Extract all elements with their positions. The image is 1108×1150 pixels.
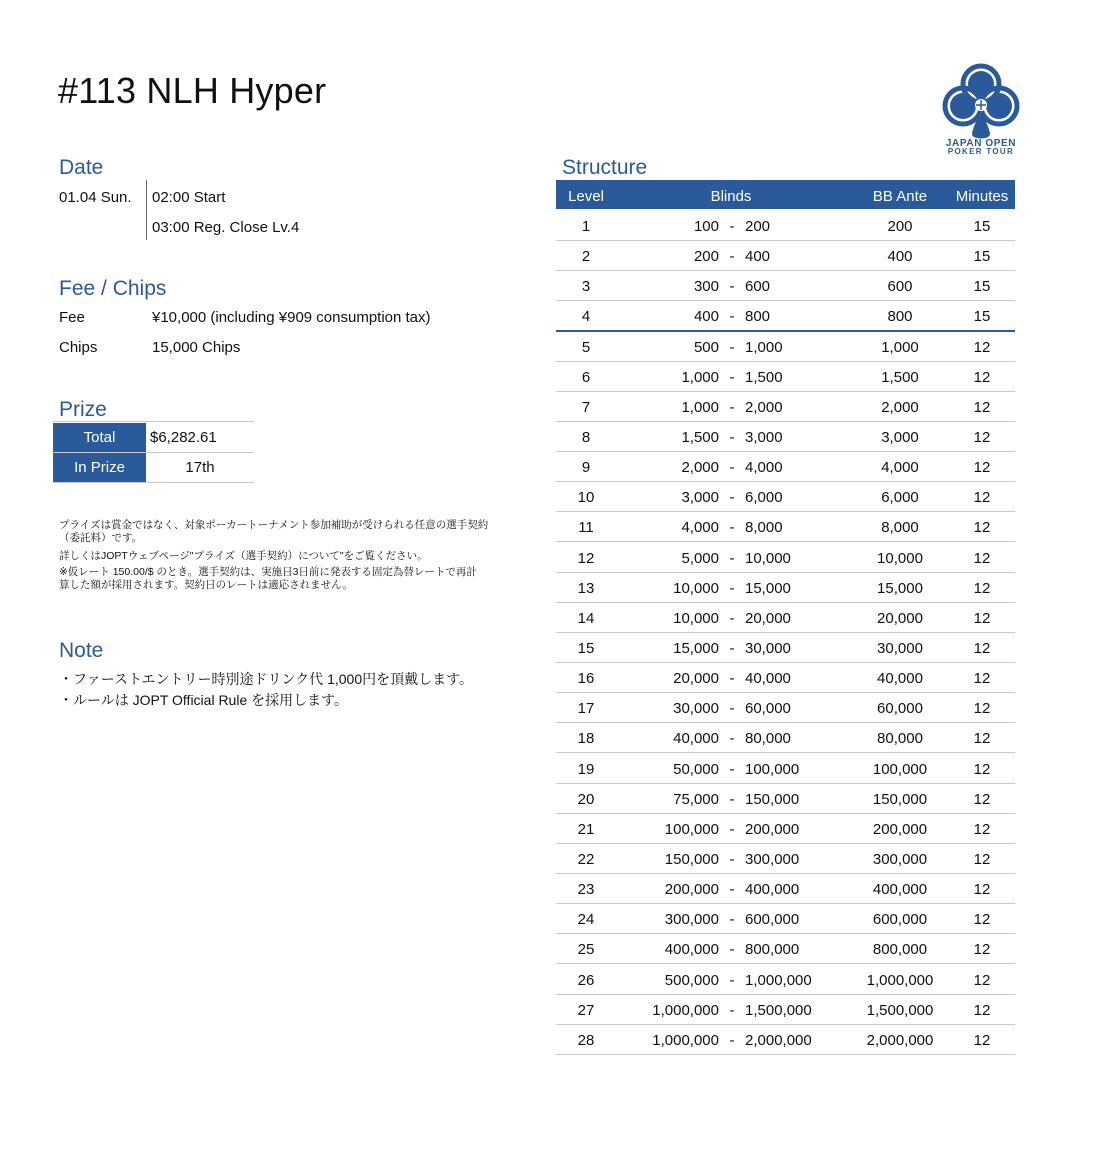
cell-bb-ante: 1,000,000: [866, 972, 934, 989]
table-row: [556, 723, 1015, 753]
cell-minutes: 12: [973, 489, 991, 506]
cell-bb-ante: 2,000: [881, 399, 919, 416]
cell-bb-ante: 8,000: [881, 519, 919, 536]
header-minutes: Minutes: [955, 188, 1009, 205]
cell-blind-low: 5,000: [681, 550, 719, 567]
cell-level: 28: [577, 1032, 595, 1049]
cell-level: 25: [577, 941, 595, 958]
cell-blind-low: 500: [693, 339, 719, 356]
cell-minutes: 12: [973, 339, 991, 356]
table-row: [556, 693, 1015, 723]
cell-bb-ante: 800: [887, 308, 913, 325]
cell-bb-ante: 10,000: [877, 550, 923, 567]
cell-blind-dash: -: [729, 580, 735, 597]
cell-blind-low: 1,000,000: [652, 1002, 719, 1019]
cell-blind-high: 1,000: [745, 339, 783, 356]
cell-blind-dash: -: [729, 1032, 735, 1049]
cell-bb-ante: 60,000: [877, 700, 923, 717]
prize-total-row: [53, 423, 254, 452]
cell-bb-ante: 1,500: [881, 369, 919, 386]
cell-minutes: 12: [973, 550, 991, 567]
cell-minutes: 12: [973, 730, 991, 747]
cell-bb-ante: 300,000: [872, 851, 928, 868]
cell-blind-low: 400,000: [664, 941, 719, 958]
prize-bottom-line: [53, 482, 254, 483]
cell-blind-high: 80,000: [745, 730, 791, 747]
cell-blind-dash: -: [729, 761, 735, 778]
cell-level: 26: [577, 972, 595, 989]
cell-level: 4: [581, 308, 591, 325]
cell-minutes: 12: [973, 610, 991, 627]
cell-bb-ante: 1,500,000: [866, 1002, 934, 1019]
cell-blind-high: 600,000: [745, 911, 800, 928]
note-heading: Note: [59, 639, 104, 662]
cell-bb-ante: 40,000: [877, 670, 923, 687]
cell-level: 20: [577, 791, 595, 808]
cell-blind-high: 6,000: [745, 489, 783, 506]
cell-blind-high: 2,000: [745, 399, 783, 416]
cell-blind-low: 200,000: [664, 881, 719, 898]
cell-blind-high: 15,000: [745, 580, 791, 597]
cell-level: 23: [577, 881, 595, 898]
fee-label: Fee: [59, 309, 85, 326]
table-row: [556, 603, 1015, 633]
cell-blind-dash: -: [729, 519, 735, 536]
cell-bb-ante: 150,000: [872, 791, 928, 808]
table-row: [556, 573, 1015, 603]
cell-bb-ante: 6,000: [881, 489, 919, 506]
cell-blind-low: 1,500: [681, 429, 719, 446]
cell-blind-dash: -: [729, 399, 735, 416]
cell-level: 13: [577, 580, 595, 597]
prize-inprize-label: In Prize: [53, 453, 146, 482]
table-row: [556, 362, 1015, 392]
cell-blind-high: 1,500: [745, 369, 783, 386]
prize-top-line: [53, 421, 254, 422]
cell-blind-low: 10,000: [673, 580, 719, 597]
cell-blind-dash: -: [729, 218, 735, 235]
cell-bb-ante: 1,000: [881, 339, 919, 356]
logo-text-line2: POKER TOUR: [947, 147, 1015, 156]
cell-blind-high: 2,000,000: [745, 1032, 812, 1049]
cell-level: 15: [577, 640, 595, 657]
cell-minutes: 12: [973, 519, 991, 536]
fee-value: ¥10,000 (including ¥909 consumption tax): [152, 309, 431, 326]
cell-minutes: 12: [973, 821, 991, 838]
cell-minutes: 12: [973, 851, 991, 868]
table-row: [556, 754, 1015, 784]
table-row: [556, 482, 1015, 512]
cell-level: 17: [577, 700, 595, 717]
structure-table-header: [556, 180, 1015, 209]
cell-bb-ante: 600,000: [872, 911, 928, 928]
cell-minutes: 12: [973, 429, 991, 446]
header-level: Level: [568, 188, 604, 205]
cell-bb-ante: 4,000: [881, 459, 919, 476]
cell-bb-ante: 100,000: [872, 761, 928, 778]
cell-blind-high: 1,000,000: [745, 972, 812, 989]
cell-minutes: 12: [973, 399, 991, 416]
table-row: [556, 211, 1015, 241]
cell-blind-high: 40,000: [745, 670, 791, 687]
cell-blind-low: 300,000: [664, 911, 719, 928]
cell-level: 1: [581, 218, 591, 235]
cell-minutes: 15: [973, 248, 991, 265]
cell-bb-ante: 400,000: [872, 881, 928, 898]
cell-level: 5: [581, 339, 591, 356]
cell-blind-dash: -: [729, 459, 735, 476]
start-time: 02:00 Start: [152, 189, 226, 206]
cell-bb-ante: 2,000,000: [866, 1032, 934, 1049]
note-line-1: ・ファーストエントリー時別途ドリンク代 1,000円を頂戴します。: [59, 671, 473, 687]
cell-minutes: 12: [973, 881, 991, 898]
table-row: [556, 543, 1015, 573]
cell-blind-dash: -: [729, 489, 735, 506]
cell-blind-low: 4,000: [681, 519, 719, 536]
cell-minutes: 12: [973, 459, 991, 476]
cell-minutes: 12: [973, 670, 991, 687]
cell-bb-ante: 3,000: [881, 429, 919, 446]
cell-blind-high: 300,000: [745, 851, 800, 868]
fee-chips-heading: Fee / Chips: [59, 277, 167, 300]
table-row: [556, 874, 1015, 904]
cell-blind-dash: -: [729, 278, 735, 295]
prize-note-4: ※仮レート 150.00/$ のとき。選手契約は、実施日3日前に発表する固定為替レートで再計: [59, 566, 477, 578]
cell-blind-high: 1,500,000: [745, 1002, 812, 1019]
cell-minutes: 12: [973, 911, 991, 928]
table-row: [556, 392, 1015, 422]
cell-blind-low: 75,000: [673, 791, 719, 808]
cell-level: 3: [581, 278, 591, 295]
row-divider: [556, 541, 1015, 542]
cell-level: 6: [581, 369, 591, 386]
cell-blind-dash: -: [729, 670, 735, 687]
cell-blind-low: 40,000: [673, 730, 719, 747]
cell-minutes: 12: [973, 791, 991, 808]
cell-blind-high: 3,000: [745, 429, 783, 446]
header-bb-ante: BB Ante: [872, 188, 928, 205]
structure-heading: Structure: [562, 156, 648, 179]
table-row: [556, 633, 1015, 663]
row-divider: [556, 752, 1015, 753]
cell-level: 18: [577, 730, 595, 747]
cell-level: 14: [577, 610, 595, 627]
cell-blind-low: 2,000: [681, 459, 719, 476]
date-divider: [146, 180, 147, 240]
cell-blind-low: 50,000: [673, 761, 719, 778]
prize-total-value: $6,282.61: [150, 429, 217, 446]
cell-minutes: 12: [973, 761, 991, 778]
cell-blind-high: 600: [745, 278, 771, 295]
cell-blind-dash: -: [729, 730, 735, 747]
cell-level: 21: [577, 821, 595, 838]
cell-blind-dash: -: [729, 851, 735, 868]
cell-level: 10: [577, 489, 595, 506]
cell-bb-ante: 600: [887, 278, 913, 295]
header-blinds: Blinds: [710, 188, 752, 205]
note-line-2: ・ルールは JOPT Official Rule を採用します。: [59, 692, 349, 708]
cell-level: 2: [581, 248, 591, 265]
cell-bb-ante: 800,000: [872, 941, 928, 958]
cell-blind-dash: -: [729, 248, 735, 265]
cell-minutes: 12: [973, 1002, 991, 1019]
cell-blind-dash: -: [729, 369, 735, 386]
cell-bb-ante: 15,000: [877, 580, 923, 597]
cell-blind-high: 4,000: [745, 459, 783, 476]
row-divider: [556, 963, 1015, 964]
table-row: [556, 995, 1015, 1025]
cell-minutes: 12: [973, 700, 991, 717]
prize-inprize-row: [53, 453, 254, 482]
cell-blind-high: 800,000: [745, 941, 800, 958]
cell-blind-low: 3,000: [681, 489, 719, 506]
cell-blind-high: 800: [745, 308, 771, 325]
table-row: [556, 814, 1015, 844]
cell-blind-dash: -: [729, 339, 735, 356]
table-row: [556, 452, 1015, 482]
date-heading: Date: [59, 156, 104, 179]
prize-heading: Prize: [59, 398, 107, 421]
cell-blind-dash: -: [729, 308, 735, 325]
cell-level: 27: [577, 1002, 595, 1019]
cell-blind-low: 1,000: [681, 399, 719, 416]
prize-total-label: Total: [53, 423, 146, 452]
cell-level: 8: [581, 429, 591, 446]
cell-blind-dash: -: [729, 941, 735, 958]
cell-minutes: 12: [973, 972, 991, 989]
cell-minutes: 12: [973, 640, 991, 657]
cell-level: 9: [581, 459, 591, 476]
cell-minutes: 12: [973, 1032, 991, 1049]
cell-minutes: 15: [973, 278, 991, 295]
cell-blind-dash: -: [729, 640, 735, 657]
cell-level: 19: [577, 761, 595, 778]
cell-bb-ante: 20,000: [877, 610, 923, 627]
table-row: [556, 934, 1015, 964]
table-row: [556, 422, 1015, 452]
cell-blind-low: 500,000: [664, 972, 719, 989]
cell-blind-dash: -: [729, 610, 735, 627]
table-row: [556, 241, 1015, 271]
cell-minutes: 12: [973, 580, 991, 597]
prize-inprize-value: 17th: [185, 459, 215, 476]
cell-blind-dash: -: [729, 1002, 735, 1019]
cell-blind-low: 400: [693, 308, 719, 325]
date-day: 01.04 Sun.: [59, 189, 132, 206]
cell-bb-ante: 400: [887, 248, 913, 265]
table-row: [556, 512, 1015, 542]
cell-blind-dash: -: [729, 550, 735, 567]
table-row: [556, 784, 1015, 814]
table-row: [556, 663, 1015, 693]
cell-level: 11: [578, 519, 594, 536]
table-row: [556, 332, 1015, 362]
cell-level: 7: [581, 399, 591, 416]
page-title: #113 NLH Hyper: [58, 70, 327, 111]
cell-blind-dash: -: [729, 911, 735, 928]
prize-note-3: 詳しくはJOPTウェブページ"プライズ（選手契約）について"をご覧ください。: [59, 550, 428, 562]
cell-blind-high: 30,000: [745, 640, 791, 657]
logo-text-line1: JAPAN OPEN: [945, 138, 1017, 149]
prize-note-5: 算した額が採用されます。契約日のレートは適応されません。: [59, 579, 353, 591]
cell-blind-low: 300: [693, 278, 719, 295]
chips-label: Chips: [59, 339, 98, 356]
cell-blind-low: 1,000: [681, 369, 719, 386]
cell-blind-high: 60,000: [745, 700, 791, 717]
cell-level: 22: [577, 851, 595, 868]
table-row: [556, 271, 1015, 301]
cell-blind-high: 400: [745, 248, 771, 265]
cell-blind-low: 10,000: [673, 610, 719, 627]
table-row: [556, 844, 1015, 874]
cell-blind-low: 150,000: [664, 851, 719, 868]
cell-blind-low: 100: [693, 218, 719, 235]
cell-blind-high: 200,000: [745, 821, 800, 838]
cell-blind-low: 15,000: [673, 640, 719, 657]
table-row: [556, 1025, 1015, 1055]
cell-bb-ante: 200: [887, 218, 913, 235]
table-row: [556, 904, 1015, 934]
cell-bb-ante: 80,000: [877, 730, 923, 747]
cell-minutes: 12: [973, 941, 991, 958]
cell-bb-ante: 30,000: [877, 640, 923, 657]
row-divider: [556, 1054, 1015, 1055]
cell-blind-high: 10,000: [745, 550, 791, 567]
cell-minutes: 15: [973, 218, 991, 235]
cell-blind-dash: -: [729, 821, 735, 838]
cell-blind-dash: -: [729, 791, 735, 808]
cell-blind-high: 150,000: [745, 791, 800, 808]
cell-bb-ante: 200,000: [872, 821, 928, 838]
reg-close-time: 03:00 Reg. Close Lv.4: [152, 219, 300, 236]
table-row: [556, 965, 1015, 995]
cell-blind-low: 30,000: [673, 700, 719, 717]
table-row: [556, 301, 1015, 331]
cell-blind-high: 400,000: [745, 881, 800, 898]
chips-value: 15,000 Chips: [152, 339, 241, 356]
cell-blind-low: 200: [693, 248, 719, 265]
cell-blind-high: 20,000: [745, 610, 791, 627]
cell-blind-high: 200: [745, 218, 771, 235]
cell-blind-high: 8,000: [745, 519, 783, 536]
cell-blind-dash: -: [729, 881, 735, 898]
prize-note-1: プライズは賞金ではなく、対象ポーカートーナメント参加補助が受けられる任意の選手契約: [59, 519, 489, 531]
cell-blind-dash: -: [729, 972, 735, 989]
cell-blind-low: 1,000,000: [652, 1032, 719, 1049]
cell-blind-dash: -: [729, 700, 735, 717]
cell-minutes: 12: [973, 369, 991, 386]
cell-blind-dash: -: [729, 429, 735, 446]
cell-blind-low: 100,000: [664, 821, 719, 838]
cell-blind-high: 100,000: [745, 761, 800, 778]
cell-minutes: 15: [973, 308, 991, 325]
prize-note-2: （委託料）です。: [59, 532, 143, 544]
cell-level: 24: [577, 911, 595, 928]
cell-blind-low: 20,000: [673, 670, 719, 687]
cell-level: 16: [577, 670, 595, 687]
cell-level: 12: [577, 550, 595, 567]
